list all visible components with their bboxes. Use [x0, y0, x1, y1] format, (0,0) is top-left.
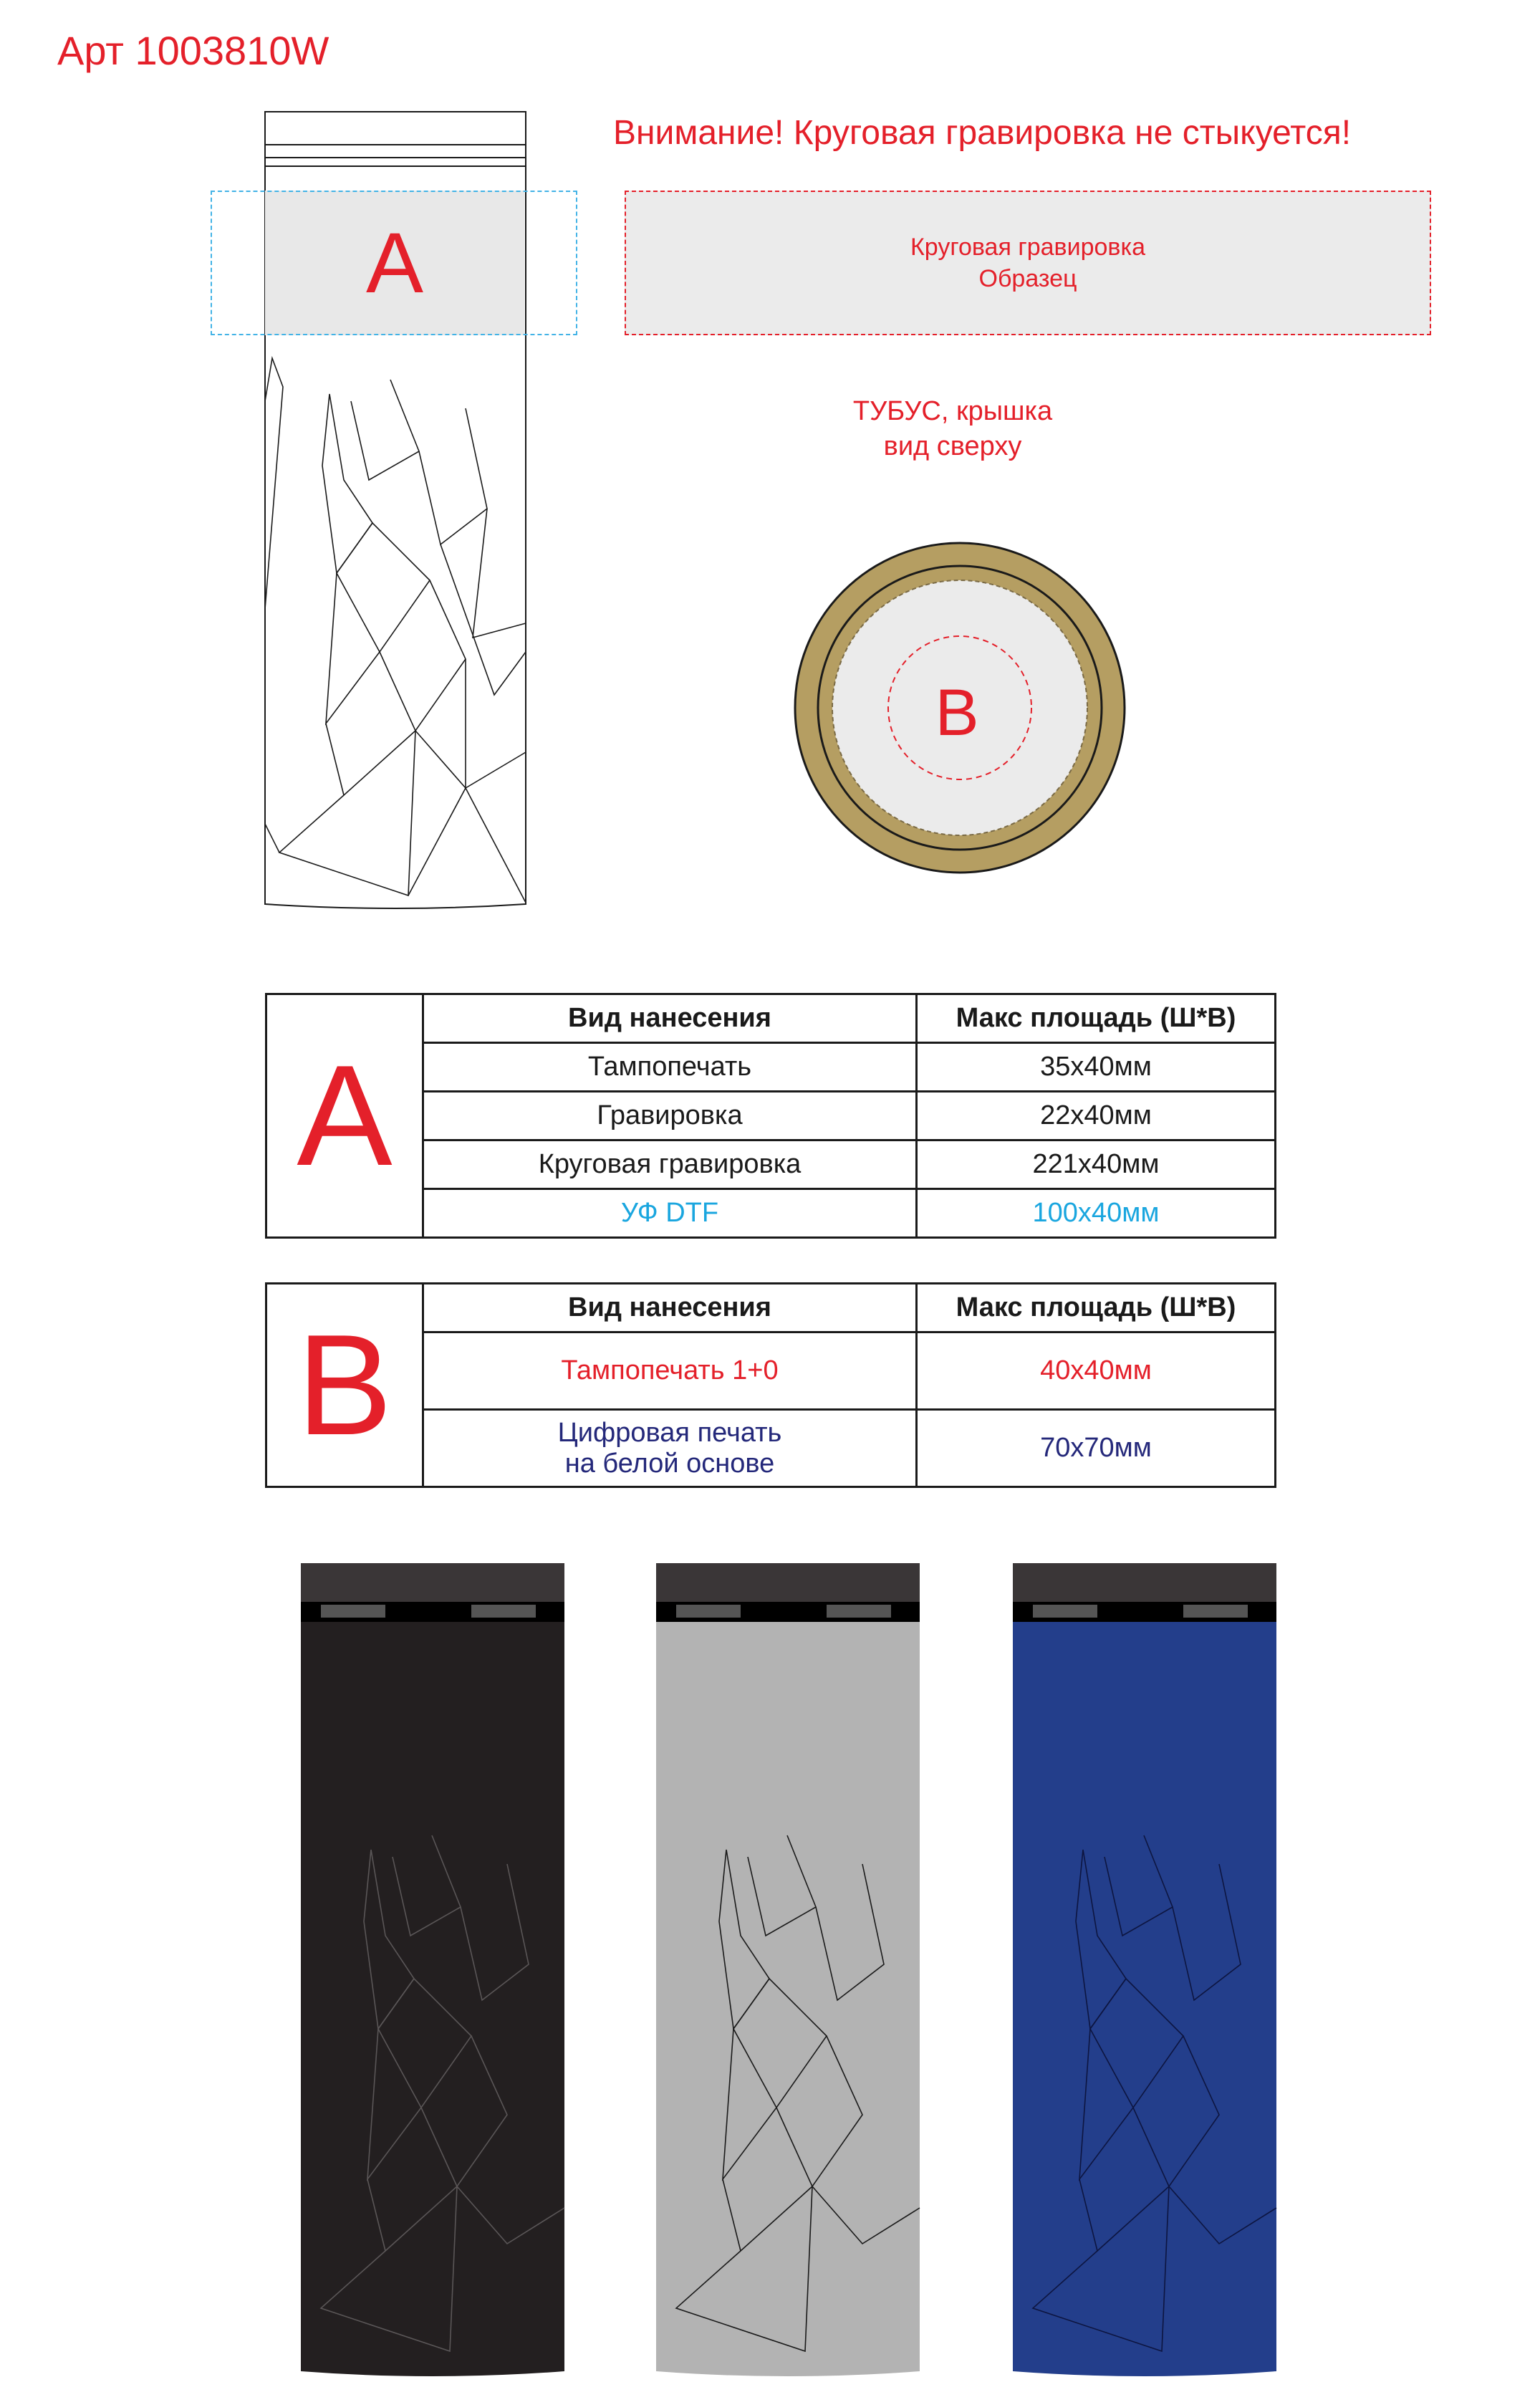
table-b-letter: B	[266, 1284, 423, 1487]
gray-tumbler	[655, 1563, 921, 2387]
table-a-method: Круговая гравировка	[423, 1140, 917, 1189]
spec-table-a	[265, 993, 1276, 1239]
table-a-area: 35x40мм	[917, 1043, 1276, 1092]
table-a-area: 100x40мм	[917, 1189, 1276, 1238]
blue-tumbler	[1011, 1563, 1278, 2387]
table-b-method-line-1: Цифровая печать	[557, 1417, 782, 1448]
table-a-header-area: Макс площадь (Ш*В)	[917, 994, 1276, 1043]
table-b-header-area: Макс площадь (Ш*В)	[917, 1284, 1276, 1332]
lid-caption-line-2: вид сверху	[883, 431, 1022, 462]
black-tumbler	[299, 1563, 566, 2387]
table-b-method: Тампопечать 1+0	[423, 1332, 917, 1410]
table-b-method	[423, 1410, 917, 1487]
table-b-area: 40x40мм	[917, 1332, 1276, 1410]
table-a-method: УФ DTF	[423, 1189, 917, 1238]
lid-top-view-caption	[788, 394, 1117, 465]
table-b-method-line-2: на белой основе	[564, 1448, 775, 1479]
facet-pattern	[265, 358, 526, 903]
table-a-method: Гравировка	[423, 1092, 917, 1140]
sample-line-1: Круговая гравировка	[910, 233, 1146, 261]
table-a-method: Тампопечать	[423, 1043, 917, 1092]
table-a-letter: A	[266, 994, 423, 1238]
table-a-header-method: Вид нанесения	[423, 994, 917, 1043]
table-a-area: 22x40мм	[917, 1092, 1276, 1140]
zone-b-letter: B	[935, 676, 979, 749]
circular-engraving-sample	[625, 191, 1431, 335]
lid-caption-line-1: ТУБУС, крышка	[852, 396, 1053, 426]
sample-line-2: Образец	[978, 265, 1077, 292]
article-number: Арт 1003810W	[57, 28, 329, 73]
zone-a-letter: A	[365, 215, 424, 311]
table-b-header-method: Вид нанесения	[423, 1284, 917, 1332]
spec-table-b	[265, 1282, 1276, 1488]
table-b-area: 70x70мм	[917, 1410, 1276, 1487]
engraving-warning: Внимание! Круговая гравировка не стыкуется!	[613, 114, 1352, 152]
table-a-area: 221x40мм	[917, 1140, 1276, 1189]
